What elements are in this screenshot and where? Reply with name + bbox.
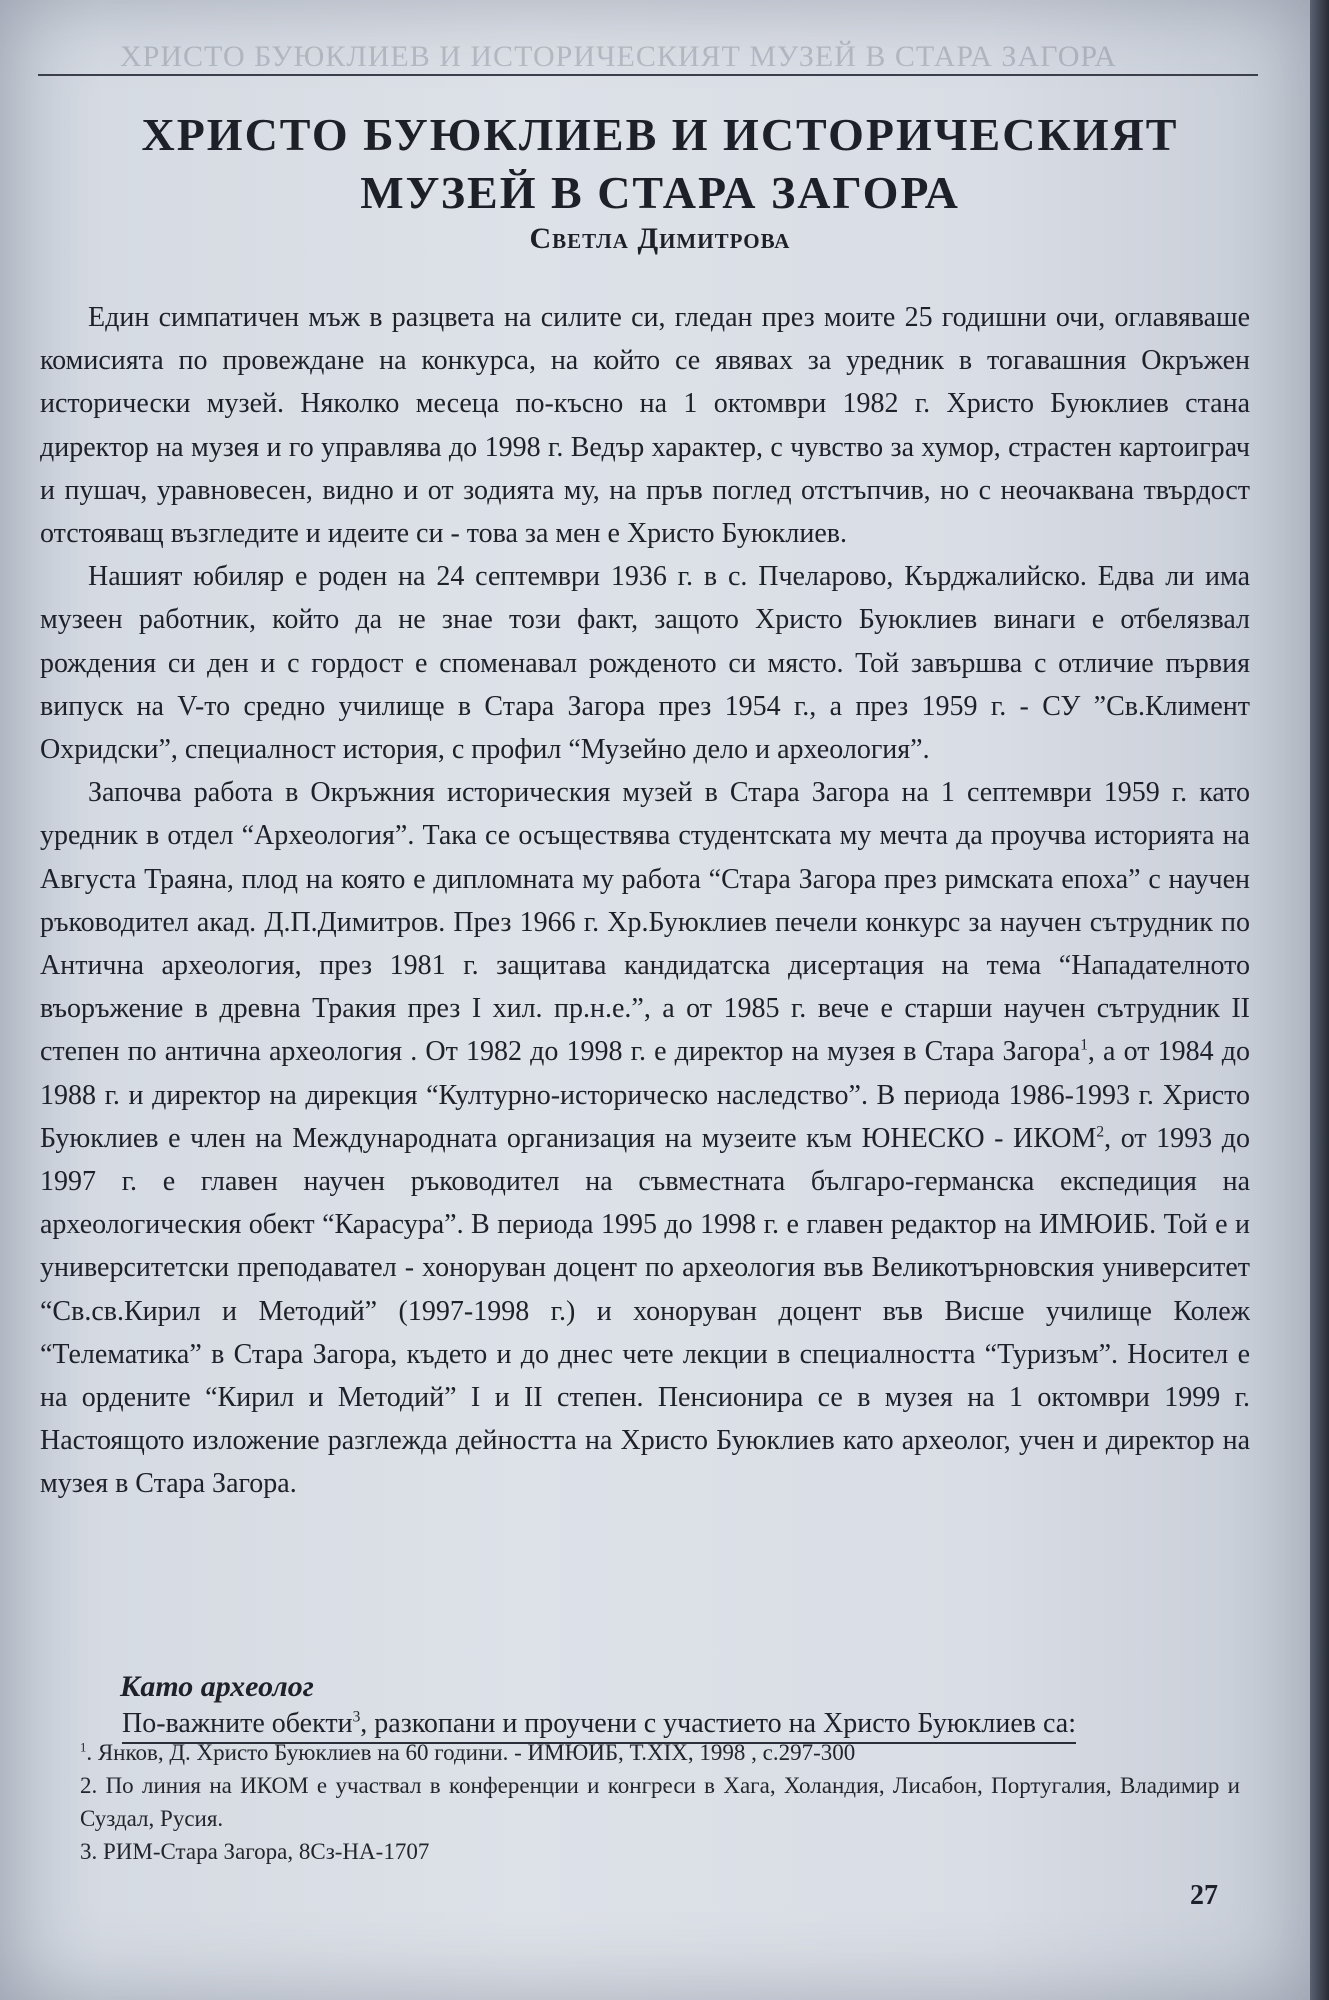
page-number: 27: [1190, 1880, 1218, 1911]
footnote-ref-3: 3: [352, 1708, 361, 1726]
paragraph-1: Един симпатичен мъж в разцвета на силите си, гледан през моите 25 годишни очи, оглавяваше комисията по провеждане на конкурса, на който се явявах за уредник в тогавашния Окръжен исторически музей. Няколко месеца по-късно на 1 октомври 1982 г. Христо Буюклиев стана директор на музея и го управлява до 1998 г. Ведър характер, с чувство за хумор, страстен картоиграч и пушач, уравновесен, видно и от зодията му, на пръв поглед отстъпчив, но с неочаквана твърдост отстояващ възгледите и идеите си - това за мен е Христо Буюклиев.: [40, 302, 1250, 550]
paragraph-3: [40, 771, 1250, 1505]
footnote-3: 3. РИМ-Стара Загора, 8Сз-НА-1707: [80, 1839, 430, 1864]
book-edge: [1310, 0, 1329, 2000]
running-head-bleed: ХРИСТО БУЮКЛИЕВ И ИСТОРИЧЕСКИЯТ МУЗЕЙ В СТАРА ЗАГОРА: [120, 40, 1117, 73]
footnote-2: 2. По линия на ИКОМ е участвал в конференции и конгреси в Хага, Холандия, Лисабон, Португалия, Владимир и Суздал, Русия.: [80, 1773, 1240, 1831]
paragraph-3-part-1: Започва работа в Окръжния историческия музей в Стара Загора на 1 септември 1959 г. като уредник в отдел “Археология”. Така се осъществява студентската му мечта да проучва историята на Августа Траяна, плод на която е дипломната му работа “Стара Загора през римската епоха” с научен ръководител акад. Д.П.Димитров. През 1966 г. Хр.Буюклиев печели конкурс за научен сътрудник по Антична археология, през 1981 г. защитава кандидатска дисертация на тема “Нападателното въоръжение в древна Тракия през I хил. пр.н.е.”, а от 1985 г. вече е старши научен сътрудник II степен по антична археология . От 1982 до 1998 г. е директор на музея в Стара Загора: [40, 777, 1250, 1068]
footnote-1: [80, 1736, 1240, 1769]
paragraph-2: Нашият юбиляр е роден на 24 септември 1936 г. в с. Пчеларово, Кърджалийско. Едва ли има музеен работник, който да не знае този факт, защото Христо Буюклиев винаги е отбелязвал рождения си ден и с гордост е споменавал рожденото си място. Той завършва с отличие първия випуск на V-то средно училище в Стара Загора през 1954 г., а през 1959 г. - СУ ”Св.Климент Охридски”, специалност история, с профил “Музейно дело и археология”.: [40, 561, 1250, 766]
section-heading: Като археолог: [120, 1670, 314, 1703]
header-rule: [38, 74, 1258, 76]
footnote-ref-1: 1: [1080, 1037, 1088, 1055]
article-title: [40, 106, 1280, 222]
title-line-2: МУЗЕЙ В СТАРА ЗАГОРА: [360, 167, 960, 218]
footnote-ref-2: 2: [1096, 1123, 1105, 1141]
section-intro-part-2: , разкопани и проучени с участието на Христо Буюклиев са:: [360, 1708, 1076, 1739]
footnote-1-number: 1: [80, 1740, 87, 1755]
article-author: Светла Димитрова: [529, 222, 791, 255]
footnotes: [80, 1736, 1240, 1868]
paragraph-3-part-3: , от 1993 до 1997 г. е главен научен ръководител на съвместната българо-германска експедиция на археологическия обект “Карасура”. В периода 1995 до 1998 г. е главен редактор на ИМЮИБ. Той е и университетски преподавател - хоноруван доцент по археология във Великотърновския университет “Св.св.Кирил и Методий” (1997-1998 г.) и хоноруван доцент във Висше училище Колеж “Телематика” в Стара Загора, където и до днес чете лекции в специалността “Туризъм”. Носител е на ордените “Кирил и Методий” I и II степен. Пенсионира се в музея на 1 октомври 1999 г. Настоящото изложение разглежда дейността на Христо Буюклиев като археолог, учен и директор на музея в Стара Загора.: [40, 1122, 1250, 1500]
title-line-1: ХРИСТО БУЮКЛИЕВ И ИСТОРИЧЕСКИЯТ: [141, 109, 1179, 160]
section-intro-part-1: По-важните обекти: [122, 1708, 353, 1739]
article-body: [40, 296, 1250, 1506]
paragraph-3-part-2: , а от 1984 до 1988 г. и директор на дирекция “Културно-историческо наследство”. В периода 1986-1993 г. Христо Буюклиев е член на Международната организация на музеите към ЮНЕСКО - ИКОМ: [40, 1036, 1251, 1154]
footnote-1-text: . Янков, Д. Христо Буюклиев на 60 години. - ИМЮИБ, Т.XIX, 1998 , с.297-300: [86, 1740, 856, 1765]
